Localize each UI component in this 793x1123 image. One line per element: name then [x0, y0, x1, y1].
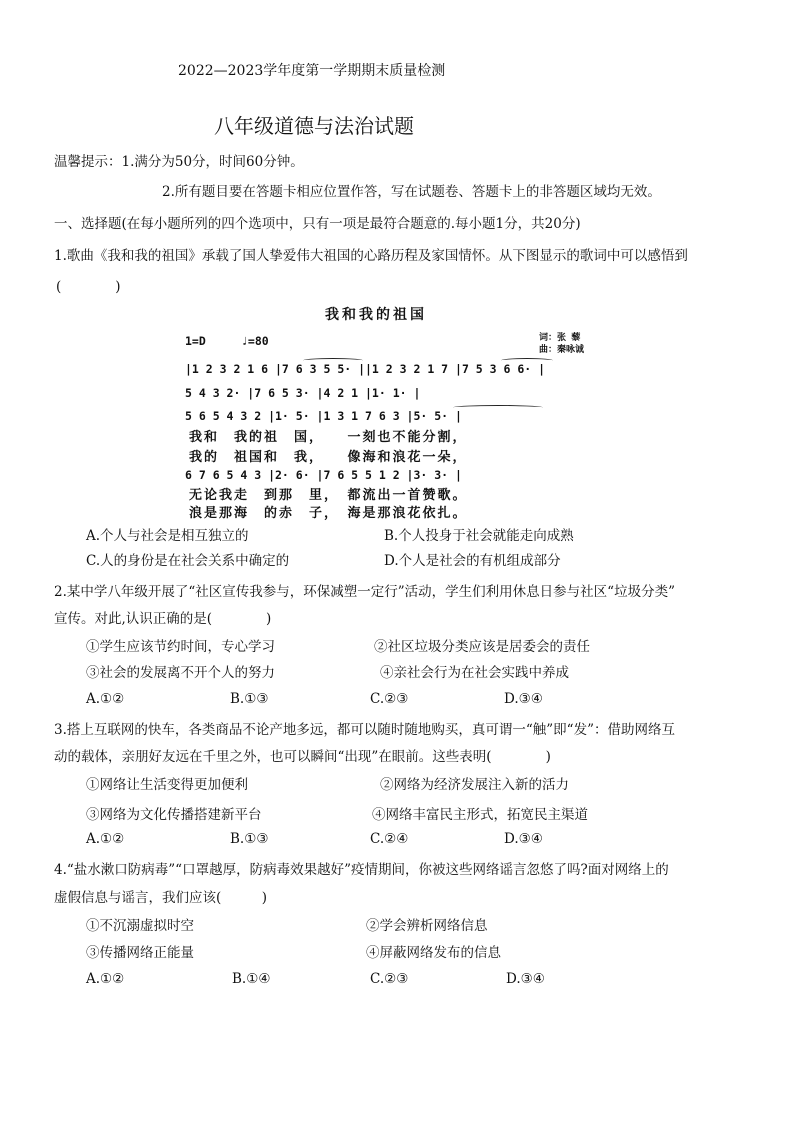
page-title: 八年级道德与法治试题 [214, 114, 414, 138]
score-lyricist: 词：张 藜 [539, 333, 581, 343]
q4-option-d: D.③④ [506, 971, 545, 987]
q4-option-a: A.①② [86, 971, 125, 987]
song-score-image [183, 292, 604, 521]
q2-item-1: ①学生应该节约时间，专心学习 [86, 639, 275, 655]
q2-stem-line-2: 宣传。对此,认识正确的是( ) [54, 611, 272, 627]
q4-option-b: B.①④ [232, 971, 271, 987]
q2-option-c: C.②③ [370, 691, 409, 707]
score-slur [303, 358, 363, 363]
notice-line-1: 温馨提示：1.满分为50分，时间60分钟。 [54, 154, 304, 170]
q1-stem-line-1: 1.歌曲《我和我的祖国》承载了国人挚爱伟大祖国的心路历程及家国情怀。从下图显示的歌词中可以感悟到 [54, 248, 688, 264]
q1-option-a: A.个人与社会是相互独立的 [86, 528, 249, 544]
q2-item-2: ②社区垃圾分类应该是居委会的责任 [374, 639, 590, 655]
q3-item-3: ③网络为文化传播搭建新平台 [86, 807, 262, 823]
q3-option-a: A.①② [86, 831, 125, 847]
score-tempo: ♩=80 [241, 334, 269, 348]
q2-stem-line-1: 2.某中学八年级开展了“社区宣传我参与，环保减塑一定行”活动，学生们利用休息日参与社区“垃圾分类” [54, 584, 675, 600]
q3-option-c: C.②④ [370, 831, 409, 847]
q1-option-c: C.人的身份是在社会关系中确定的 [86, 553, 290, 569]
score-row-1: |1 2 3 2 1 6 |7 6 3 5 5· ||1 2 3 2 1 7 |7 5 3 6 6· | [185, 362, 546, 376]
score-composer: 曲：秦咏诚 [539, 345, 585, 355]
score-lyric-3: 无论我走 到那 里， 都流出一首赞歌。 [189, 488, 468, 503]
q4-option-c: C.②③ [370, 971, 409, 987]
score-slur [501, 358, 553, 363]
q4-stem-line-2: 虚假信息与谣言，我们应该( ) [54, 890, 268, 906]
section-heading: 一、选择题(在每小题所列的四个选项中，只有一项是最符合题意的.每小题1分，共20分) [54, 216, 581, 232]
notice-line-2: 2.所有题目要在答题卡相应位置作答，写在试题卷、答题卡上的非答题区域均无效。 [162, 184, 661, 200]
q4-item-3: ③传播网络正能量 [86, 945, 194, 961]
score-lyric-4: 浪是那海 的赤 子， 海是那浪花依扎。 [189, 506, 468, 521]
q2-option-a: A.①② [86, 691, 125, 707]
q3-stem-line-1: 3.搭上互联网的快车，各类商品不论产地多远，都可以随时随地购买，真可谓一“触”即“发”：借助网络互 [54, 722, 675, 738]
q3-item-1: ①网络让生活变得更加便利 [86, 777, 248, 793]
score-key: 1=D [185, 334, 206, 348]
q3-item-2: ②网络为经济发展注入新的活力 [380, 777, 569, 793]
q2-option-d: D.③④ [504, 691, 543, 707]
q2-option-b: B.①③ [230, 691, 269, 707]
q4-item-1: ①不沉溺虚拟时空 [86, 918, 194, 934]
q3-stem-line-2: 动的载体，亲朋好友远在千里之外，也可以瞬间“出现”在眼前。这些表明( ) [54, 749, 551, 765]
score-lyric-2: 我的 祖国和 我， 像海和浪花一朵， [189, 450, 468, 465]
score-slur [453, 405, 543, 410]
score-row-2: 5 4 3 2· |7 6 5 3· |4 2 1 |1· 1· | [185, 386, 421, 400]
q1-option-d: D.个人是社会的有机组成部分 [384, 553, 561, 569]
score-row-4: 6 7 6 5 4 3 |2· 6· |7 6 5 5 1 2 |3· 3· | [185, 468, 462, 482]
score-row-3: 5 6 5 4 3 2 |1· 5· |1 3 1 7 6 3 |5· 5· | [185, 409, 462, 423]
q4-item-2: ②学会辨析网络信息 [366, 918, 488, 934]
q4-stem-line-1: 4.“盐水漱口防病毒”“口罩越厚，防病毒效果越好”疫情期间，你被这些网络谣言忽悠了吗?面对网络上的 [54, 862, 669, 878]
q4-item-4: ④屏蔽网络发布的信息 [366, 945, 501, 961]
score-title: 我和我的祖国 [325, 307, 427, 323]
q2-item-4: ④亲社会行为在社会实践中养成 [380, 665, 569, 681]
q2-item-3: ③社会的发展离不开个人的努力 [86, 665, 275, 681]
q3-option-b: B.①③ [230, 831, 269, 847]
q3-item-4: ④网络丰富民主形式，拓宽民主渠道 [372, 807, 588, 823]
q1-stem-line-2: ( ) [56, 279, 121, 295]
exam-period: 2022—2023学年度第一学期期末质量检测 [178, 63, 446, 79]
q1-option-b: B.个人投身于社会就能走向成熟 [384, 528, 574, 544]
score-lyric-1: 我和 我的祖 国， 一刻也不能分割， [189, 430, 468, 445]
q3-option-d: D.③④ [504, 831, 543, 847]
